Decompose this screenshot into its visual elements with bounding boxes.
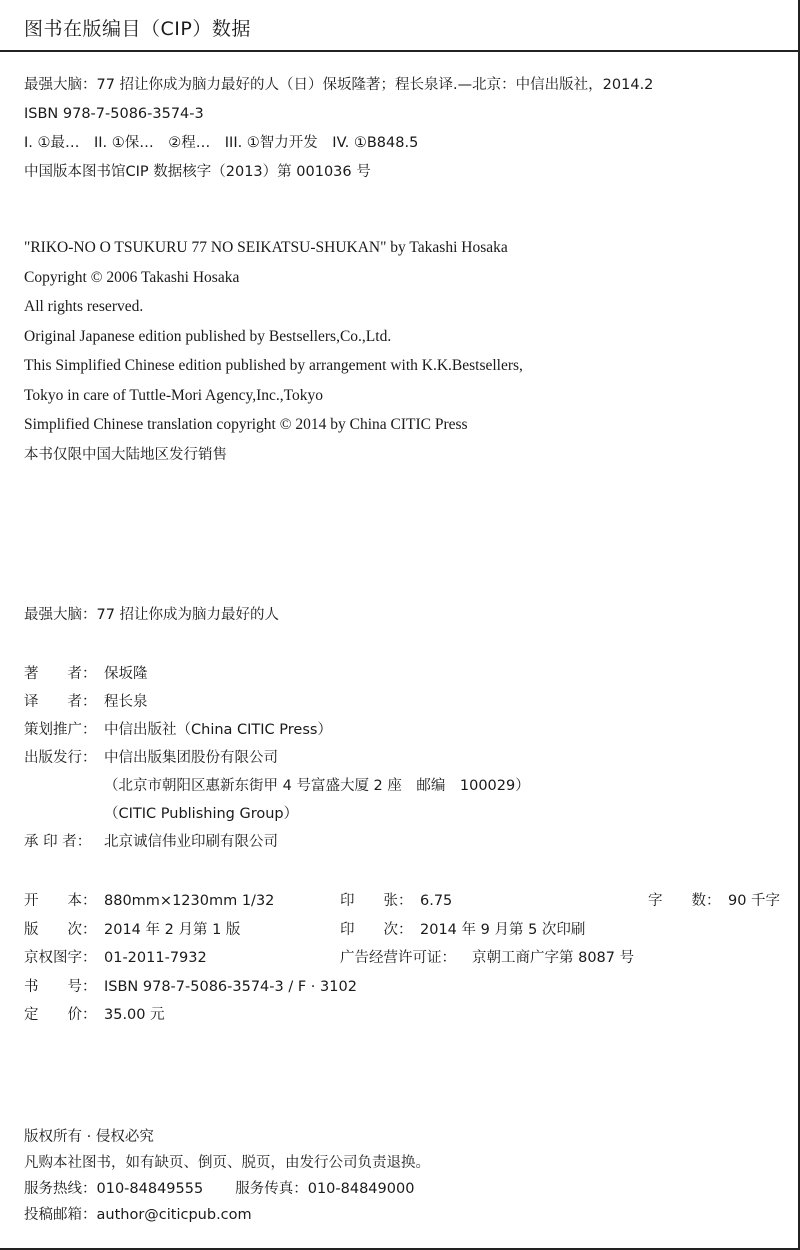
spec-row xyxy=(24,973,784,1002)
cip-line: 中国版本图书馆CIP 数据核字（2013）第 001036 号 xyxy=(24,164,371,180)
contact-phone-fax xyxy=(24,1176,430,1202)
spec-price xyxy=(24,1001,165,1030)
rights-line: Simplified Chinese translation copyright © 2014 by China CITIC Press xyxy=(24,416,468,433)
spec-copyright-reg xyxy=(24,944,207,973)
spec-value: 35.00 元 xyxy=(104,1007,165,1023)
spec-row xyxy=(24,916,784,945)
fax-label: 服务传真： xyxy=(235,1181,308,1197)
hotline-label: 服务热线： xyxy=(24,1181,97,1197)
credits-block xyxy=(24,660,530,856)
spec-row xyxy=(24,944,784,973)
rights-line: Original Japanese edition published by Bestsellers,Co.,Ltd. xyxy=(24,327,392,345)
cip-heading: 图书在版编目（CIP）数据 xyxy=(24,18,251,40)
rights-line: All rights reserved. xyxy=(24,298,144,315)
footer-block xyxy=(24,1124,430,1228)
credit-label: 著 者： xyxy=(24,666,97,682)
publisher-group: （CITIC Publishing Group） xyxy=(104,806,299,822)
credit-translator xyxy=(24,688,530,716)
rights-line: This Simplified Chinese edition published by arrangement with K.K.Bestsellers, xyxy=(24,357,523,374)
hotline-value: 010-84849555 xyxy=(96,1181,204,1197)
spec-value: 01-2011-7932 xyxy=(104,950,207,966)
credit-label: 出版发行： xyxy=(24,750,97,766)
defect-notice: 凡购本社图书，如有缺页、倒页、脱页，由发行公司负责退换。 xyxy=(24,1155,430,1171)
spec-isbn xyxy=(24,973,357,1002)
spec-value: 京朝工商广字第 8087 号 xyxy=(472,950,635,966)
spec-value: ISBN 978-7-5086-3574-3 / F · 3102 xyxy=(104,978,357,995)
cip-block xyxy=(24,71,653,187)
spec-label: 京权图字： xyxy=(24,950,97,966)
cip-line: I. ①最… II. ①保… ②程… III. ①智力开发 IV. ①B848.5 xyxy=(24,135,419,151)
fax-value: 010-84849000 xyxy=(307,1181,415,1197)
spec-words xyxy=(648,887,780,916)
spec-value: 2014 年 9 月第 5 次印刷 xyxy=(420,921,586,938)
rights-line: "RIKO-NO O TSUKURU 77 NO SEIKATSU-SHUKAN" by Takashi Hosaka xyxy=(24,239,508,256)
credit-value: 保坂隆 xyxy=(104,666,148,682)
spec-value: 880mm×1230mm 1/32 xyxy=(104,893,275,909)
credit-value: 程长泉 xyxy=(104,694,148,710)
spec-value: 90 千字 xyxy=(728,893,781,909)
credit-label: 译 者： xyxy=(24,694,97,710)
spec-label: 印 次： xyxy=(340,921,413,938)
spec-value: 2014 年 2 月第 1 版 xyxy=(104,921,241,938)
spec-edition xyxy=(24,916,240,945)
spec-ad-license xyxy=(340,944,634,973)
contact-email xyxy=(24,1202,430,1228)
rights-line: Copyright © 2006 Takashi Hosaka xyxy=(24,268,240,286)
spec-label: 书 号： xyxy=(24,978,97,995)
spec-label: 字 数： xyxy=(648,893,721,909)
spec-label: 印 张： xyxy=(340,893,413,909)
spec-label: 广告经营许可证： xyxy=(340,950,456,966)
spec-format xyxy=(24,887,274,916)
book-title: 最强大脑：77 招让你成为脑力最好的人 xyxy=(24,607,280,623)
sales-restriction: 本书仅限中国大陆地区发行销售 xyxy=(24,447,227,463)
credit-publisher xyxy=(24,744,530,772)
credit-printer xyxy=(24,828,530,856)
cip-line: 最强大脑：77 招让你成为脑力最好的人（日）保坂隆著；程长泉译.—北京：中信出版社，2014.2 xyxy=(24,77,654,93)
rights-block xyxy=(24,233,523,440)
credit-label: 承 印 者： xyxy=(24,834,92,850)
credit-value: 中信出版社（China CITIC Press） xyxy=(104,722,332,738)
rights-notice: 版权所有 · 侵权必究 xyxy=(24,1129,154,1145)
email-value: author@citicpub.com xyxy=(96,1207,252,1223)
spec-label: 定 价： xyxy=(24,1007,97,1023)
credit-author xyxy=(24,660,530,688)
cip-line: ISBN 978-7-5086-3574-3 xyxy=(24,106,204,122)
spec-sheets xyxy=(340,887,452,916)
spec-label: 开 本： xyxy=(24,893,97,909)
spec-row xyxy=(24,887,784,916)
publisher-address: （北京市朝阳区惠新东街甲 4 号富盛大厦 2 座 邮编 100029） xyxy=(104,778,530,794)
specs-block xyxy=(24,887,784,1030)
spec-value: 6.75 xyxy=(420,893,453,909)
email-label: 投稿邮箱： xyxy=(24,1207,97,1223)
rights-line: Tokyo in care of Tuttle-Mori Agency,Inc.,Tokyo xyxy=(24,386,324,404)
spec-label: 版 次： xyxy=(24,921,97,938)
credit-planner xyxy=(24,716,530,744)
credit-label: 策划推广： xyxy=(24,722,97,738)
spec-printing xyxy=(340,916,585,945)
credit-value: 北京诚信伟业印刷有限公司 xyxy=(104,834,278,850)
credit-value: 中信出版集团股份有限公司 xyxy=(104,750,278,766)
spec-row xyxy=(24,1001,784,1030)
cip-divider xyxy=(0,50,800,52)
